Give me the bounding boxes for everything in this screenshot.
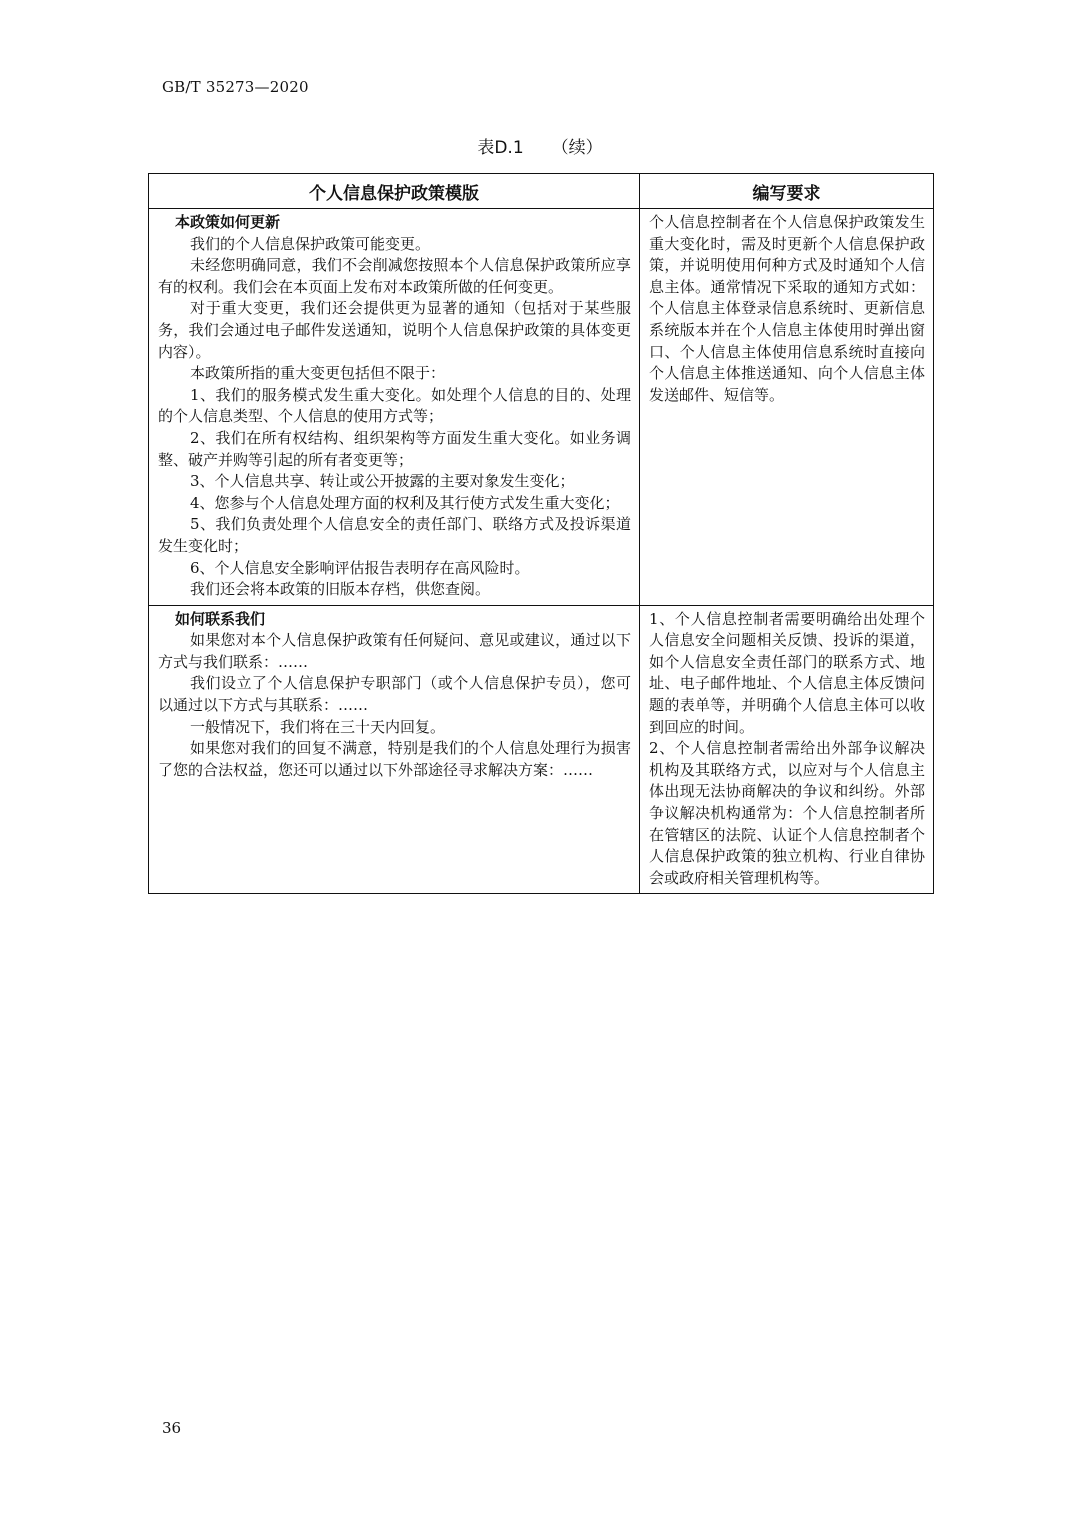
table-header-row [149,174,934,209]
requirement-paragraph: 个人信息控制者在个人信息保护政策发生重大变化时，需及时更新个人信息保护政策，并说明使用何种方式及时通知个人信息主体。通常情况下采取的通知方式如：个人信息主体登录信息系统时、更新信息系统版本并在个人信息主体使用时弹出窗口、个人信息主体使用信息系统时直接向个人信息主体推送通知、向个人信息主体发送邮件、短信等。 [649,213,925,404]
policy-template-table [148,173,934,894]
template-cell [149,209,640,606]
template-paragraph: 本政策所指的重大变更包括但不限于： [190,364,446,383]
template-paragraph: 1、我们的服务模式发生重大变化。如处理个人信息的目的、处理的个人信息类型、个人信息的使用方式等； [158,385,631,426]
section-heading: 如何联系我们 [175,609,266,628]
table-label: 表D.1 [477,138,524,158]
template-paragraph: 我们设立了个人信息保护专职部门（或个人信息保护专员），您可以通过以下方式与其联系：…… [158,674,631,715]
table-continued-label: （续） [551,138,603,158]
template-paragraph: 如果您对本个人信息保护政策有任何疑问、意见或建议，通过以下方式与我们联系：…… [158,631,631,671]
column-header-requirements: 编写要求 [640,174,934,209]
template-paragraph: 6、个人信息安全影响评估报告表明存在高风险时。 [190,558,530,577]
table-caption [0,133,1080,158]
template-paragraph: 如果您对我们的回复不满意，特别是我们的个人信息处理行为损害了您的合法权益，您还可以通过以下外部途径寻求解决方案：…… [158,739,631,779]
template-paragraph: 2、我们在所有权结构、组织架构等方面发生重大变化。如业务调整、破产并购等引起的所有者变更等； [158,428,631,469]
template-paragraph: 4、您参与个人信息处理方面的权利及其行使方式发生重大变化； [190,493,620,512]
template-paragraph: 一般情况下，我们将在三十天内回复。 [190,717,446,736]
template-cell [149,605,640,894]
requirement-cell [640,605,934,894]
page-number: 36 [162,1419,182,1437]
table-row-update-policy [149,209,934,606]
table-row-contact-us [149,605,934,894]
requirement-cell [640,209,934,606]
template-paragraph: 我们还会将本政策的旧版本存档，供您查阅。 [190,580,491,599]
requirement-paragraph: 1、个人信息控制者需要明确给出处理个人信息安全问题相关反馈、投诉的渠道，如个人信息安全责任部门的联系方式、地址、电子邮件地址、个人信息主体反馈问题的表单等，并明确个人信息主体可以收到回应的时间。 [649,609,925,736]
template-paragraph: 我们的个人信息保护政策可能变更。 [190,234,431,253]
section-heading: 本政策如何更新 [175,213,281,231]
template-paragraph: 5、我们负责处理个人信息安全的责任部门、联络方式及投诉渠道发生变化时； [158,515,631,555]
standard-code: GB/T 35273—2020 [162,78,309,96]
column-header-template: 个人信息保护政策模版 [149,174,640,209]
template-paragraph: 未经您明确同意，我们不会削减您按照本个人信息保护政策所应享有的权利。我们会在本页面上发布对本政策所做的任何变更。 [158,256,631,296]
template-paragraph: 3、个人信息共享、转让或公开披露的主要对象发生变化； [190,472,575,491]
template-paragraph: 对于重大变更，我们还会提供更为显著的通知（包括对于某些服务，我们会通过电子邮件发送通知，说明个人信息保护政策的具体变更内容）。 [158,299,631,361]
requirement-paragraph: 2、个人信息控制者需给出外部争议解决机构及其联络方式，以应对与个人信息主体出现无法协商解决的争议和纠纷。外部争议解决机构通常为：个人信息控制者所在管辖区的法院、认证个人信息控制者个人信息保护政策的独立机构、行业自律协会或政府相关管理机构等。 [649,739,925,887]
